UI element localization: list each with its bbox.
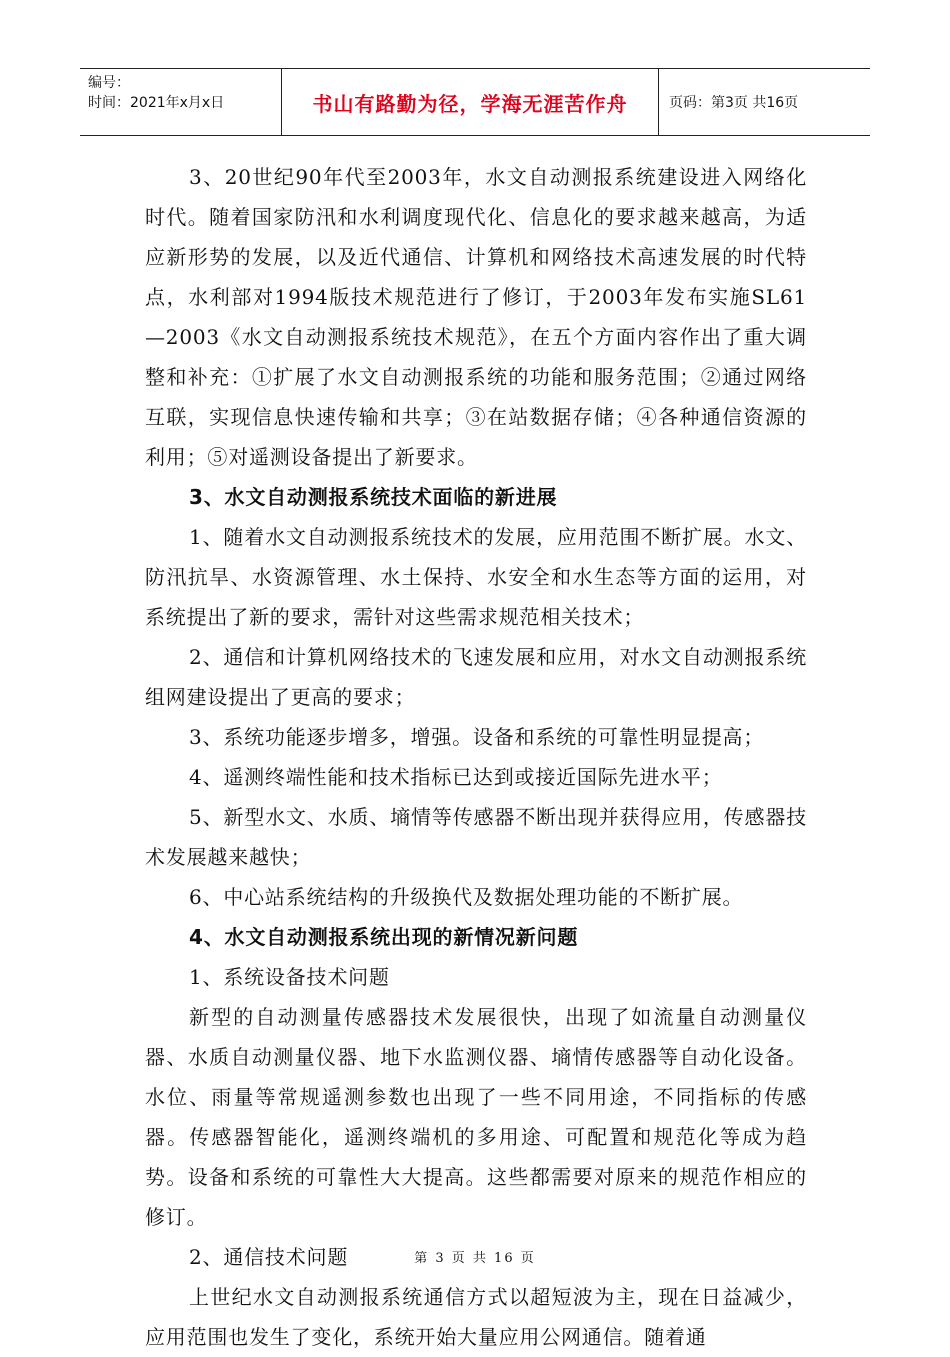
paragraph: 5、新型水文、水质、墒情等传感器不断出现并获得应用，传感器技术发展越来越快；	[145, 805, 807, 869]
header-motto: 书山有路勤为径，学海无涯苦作舟	[282, 69, 659, 135]
paragraph: 1、系统设备技术问题	[189, 965, 390, 989]
section-heading: 3、水文自动测报系统技术面临的新进展	[189, 485, 558, 509]
document-number-label: 编号：	[88, 75, 130, 91]
paragraph: 2、通信和计算机网络技术的飞速发展和应用，对水文自动测报系统组网建设提出了更高的要求；	[145, 645, 807, 709]
paragraph: 4、遥测终端性能和技术指标已达到或接近国际先进水平；	[189, 765, 723, 789]
header-meta	[80, 69, 282, 135]
document-body	[145, 157, 807, 1357]
paragraph: 上世纪水文自动测报系统通信方式以超短波为主，现在日益减少，应用范围也发生了变化，系统开始大量应用公网通信。随着通	[145, 1285, 807, 1349]
document-time-label: 时间：2021年x月x日	[88, 95, 225, 111]
paragraph: 6、中心站系统结构的升级换代及数据处理功能的不断扩展。	[189, 885, 744, 909]
paragraph: 3、系统功能逐步增多，增强。设备和系统的可靠性明显提高；	[189, 725, 765, 749]
section-heading: 4、水文自动测报系统出现的新情况新问题	[189, 925, 579, 949]
page-footer: 第 3 页 共 16 页	[414, 1251, 536, 1266]
paragraph: 1、随着水文自动测报系统技术的发展，应用范围不断扩展。水文、防汛抗旱、水资源管理、水土保持、水安全和水生态等方面的运用，对系统提出了新的要求，需针对这些需求规范相关技术；	[145, 525, 807, 629]
paragraph: 3、20世纪90年代至2003年，水文自动测报系统建设进入网络化时代。随着国家防汛和水利调度现代化、信息化的要求越来越高，为适应新形势的发展，以及近代通信、计算机和网络技术高速发展的时代特点，水利部对1994版技术规范进行了修订，于2003年发布实施SL61—2003《水文自动测报系统技术规范》，在五个方面内容作出了重大调整和补充：①扩展了水文自动测报系统的功能和服务范围；②通过网络互联，实现信息快速传输和共享；③在站数据存储；④各种通信资源的利用；⑤对遥测设备提出了新要求。	[145, 165, 807, 469]
paragraph: 2、通信技术问题	[189, 1245, 349, 1269]
page-header	[80, 68, 870, 136]
paragraph: 新型的自动测量传感器技术发展很快，出现了如流量自动测量仪器、水质自动测量仪器、地下水监测仪器、墒情传感器等自动化设备。水位、雨量等常规遥测参数也出现了一些不同用途，不同指标的传感器。传感器智能化，遥测终端机的多用途、可配置和规范化等成为趋势。设备和系统的可靠性大大提高。这些都需要对原来的规范作相应的修订。	[145, 1005, 807, 1229]
header-page-number: 页码：第3页 共16页	[669, 95, 799, 111]
